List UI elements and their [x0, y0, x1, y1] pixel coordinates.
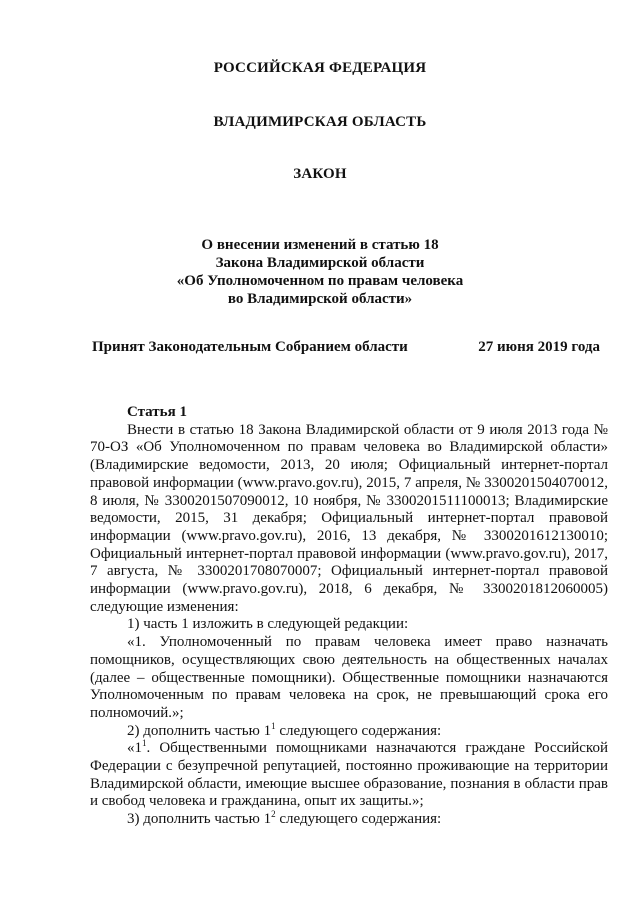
header-federation: РОССИЙСКАЯ ФЕДЕРАЦИЯ	[213, 60, 427, 76]
adopted-date: 27 июня 2019 года	[478, 339, 600, 355]
adoption-line	[92, 339, 600, 356]
item-text: следующего содержания:	[275, 722, 442, 739]
law-body	[90, 404, 608, 829]
law-title-line: «Об Уполномоченном по правам человека	[176, 273, 464, 289]
law-title	[0, 236, 640, 308]
adopted-by: Принят Законодательным Собранием области	[92, 339, 408, 355]
item-text: следующего содержания:	[275, 811, 442, 828]
header-region: ВЛАДИМИРСКАЯ ОБЛАСТЬ	[213, 114, 427, 130]
article-intro: Внести в статью 18 Закона Владимирской области от 9 июля 2013 года № 70-ОЗ «Об Уполномоченном по правам человека во Владимирской области» (Владимирские ведомости, 2013, 20 июля; Официальный интернет-портал правовой информации (www.pravo.gov.ru), 2015, 7 апреля, № 3300201504070012, 8 июля, № 3300201507090012, 10 ноября, № 3300201511100013; Владимирские ведомости, 2015, 31 декабря; Официальный интернет-портал правовой информации (www.pravo.gov.ru), 2016, 13 декабря, № 3300201612130010; Официальный интернет-портал правовой информации (www.pravo.gov.ru), 2017, 7 августа, № 3300201708070007; Официальный интернет-портал правовой информации (www.pravo.gov.ru), 2018, 6 декабря, № 3300201812060005) следующие изменения:	[90, 421, 608, 615]
law-title-line: О внесении изменений в статью 18	[201, 237, 439, 253]
header-doc-type: ЗАКОН	[293, 166, 347, 182]
superscript: 2	[271, 809, 276, 820]
item-text: 3) дополнить частью 1	[127, 811, 272, 828]
quote-text: «1	[127, 740, 142, 757]
article-heading: Статья 1	[127, 404, 187, 420]
amendment-item-3	[90, 811, 608, 829]
law-title-line: Закона Владимирской области	[215, 255, 425, 271]
superscript: 1	[142, 738, 147, 749]
item-text: 2) дополнить частью 1	[127, 722, 272, 739]
superscript: 1	[271, 720, 276, 731]
amendment-item-1: 1) часть 1 изложить в следующей редакции:	[127, 616, 409, 633]
amendment-quote-1: «1. Уполномоченный по правам человека имеет право назначать помощников, осуществляющих свою деятельность на общественных началах (далее – общественные помощники). Общественные помощники назначаются Уполномоченным по правам человека на срок, не превышающий срока его полномочий.»;	[90, 634, 608, 721]
amendment-item-2	[90, 720, 608, 741]
law-title-line: во Владимирской области»	[227, 291, 413, 307]
amendment-quote-2	[90, 740, 608, 811]
quote-text: . Общественными помощниками назначаются граждане Российской Федерации с безупречной репутацией, постоянно проживающие на территории Владимирской области, имеющие высшее образование, познания в области прав и свобод человека и гражданина, опыт их защиты.»;	[90, 740, 608, 810]
